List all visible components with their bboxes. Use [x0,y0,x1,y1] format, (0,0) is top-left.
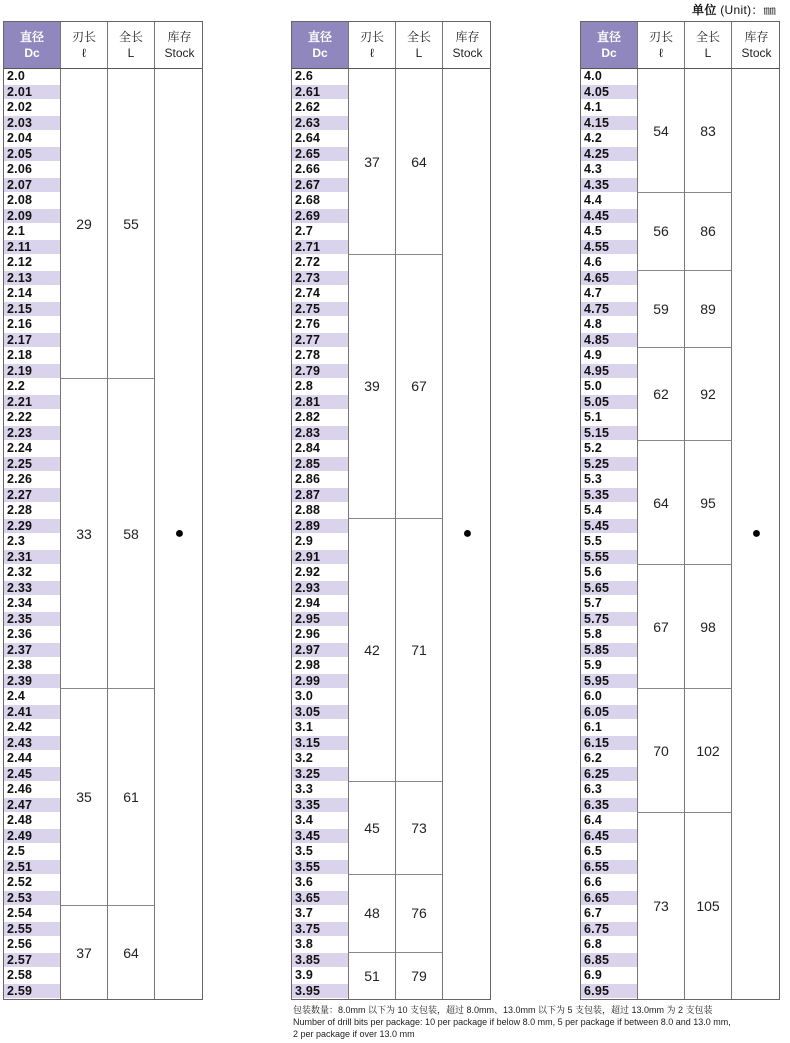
diameter-cell: 4.65 [581,271,638,287]
header-flute-length-cn: 刃长 [648,30,673,44]
header-diameter-en: Dc [312,46,328,60]
diameter-cell: 4.45 [581,209,638,225]
diameter-cell: 2.61 [292,85,349,101]
header-flute-length-en: ℓ [370,46,374,60]
header-diameter [581,22,638,68]
header-stock-cn: 库存 [744,30,769,44]
diameter-cell: 5.4 [581,503,638,519]
diameter-cell: 2.89 [292,519,349,535]
overall-length-cell: 64 [396,69,442,255]
diameter-cell: 2.76 [292,317,349,333]
header-overall-length [108,22,155,68]
flute-length-cell: 64 [638,441,684,565]
diameter-cell: 6.65 [581,891,638,907]
diameter-cell: 3.1 [292,720,349,736]
diameter-cell: 4.6 [581,255,638,271]
diameter-cell: 4.1 [581,100,638,116]
stock-mark-icon: ● [751,525,762,542]
diameter-cell: 2.87 [292,488,349,504]
diameter-cell: 3.7 [292,906,349,922]
diameter-cell: 2.83 [292,426,349,442]
diameter-cell: 5.75 [581,612,638,628]
header-diameter-en: Dc [601,46,617,60]
overall-length-cell: 89 [685,271,731,349]
diameter-cell: 6.6 [581,875,638,891]
stock-mark-icon: ● [462,525,473,542]
header-overall-length-cn: 全长 [118,30,143,44]
diameter-cell: 2.43 [4,736,61,752]
flute-length-cell: 59 [638,271,684,349]
diameter-cell: 2.71 [292,240,349,256]
diameter-cell: 5.35 [581,488,638,504]
diameter-cell: 2.03 [4,116,61,132]
flute-length-cell: 48 [349,875,395,953]
diameter-cell: 6.75 [581,922,638,938]
diameter-cell: 3.8 [292,937,349,953]
diameter-cell: 2.31 [4,550,61,566]
diameter-cell: 3.2 [292,751,349,767]
diameter-cell: 2.26 [4,472,61,488]
diameter-cell: 4.35 [581,178,638,194]
flute-length-cell: 37 [349,69,395,255]
diameter-cell: 2.36 [4,627,61,643]
diameter-cell: 3.3 [292,782,349,798]
diameter-cell: 2.2 [4,379,61,395]
diameter-cell: 2.55 [4,922,61,938]
overall-length-cell: 98 [685,565,731,689]
header-overall-length [685,22,732,68]
diameter-cell: 3.95 [292,984,349,1000]
diameter-cell: 6.5 [581,844,638,860]
flute-length-cell: 39 [349,255,395,519]
header-stock-en: Stock [164,46,195,60]
diameter-cell: 5.8 [581,627,638,643]
flute-length-cell: 54 [638,69,684,193]
diameter-cell: 4.85 [581,333,638,349]
diameter-cell: 2.27 [4,488,61,504]
diameter-cell: 2.14 [4,286,61,302]
diameter-cell: 2.68 [292,193,349,209]
header-overall-length-en: L [415,46,423,60]
diameter-cell: 6.45 [581,829,638,845]
diameter-cell: 2.21 [4,395,61,411]
header-flute-length-en: ℓ [659,46,663,60]
diameter-cell: 2.74 [292,286,349,302]
diameter-cell: 2.91 [292,550,349,566]
diameter-cell: 2.25 [4,457,61,473]
diameter-cell: 2.9 [292,534,349,550]
diameter-cell: 2.16 [4,317,61,333]
diameter-cell: 2.85 [292,457,349,473]
diameter-cell: 2.01 [4,85,61,101]
package-note-cn: 包装数量：8.0mm 以下为 10 支包装，超过 8.0mm、13.0mm 以下为 5 支包装，超过 13.0mm 为 2 支包装 [293,1005,713,1015]
header-flute-length [638,22,685,68]
diameter-cell: 2.09 [4,209,61,225]
diameter-cell: 2.05 [4,147,61,163]
header-diameter-cn: 直径 [596,30,621,44]
diameter-cell: 2.06 [4,162,61,178]
diameter-cell: 5.05 [581,395,638,411]
diameter-cell: 6.4 [581,813,638,829]
diameter-cell: 4.8 [581,317,638,333]
diameter-cell: 6.95 [581,984,638,1000]
diameter-cell: 2.64 [292,131,349,147]
package-note [293,1004,788,1040]
flute-length-cell: 73 [653,898,669,914]
diameter-cell: 2.28 [4,503,61,519]
diameter-cell: 2.95 [292,612,349,628]
diameter-cell: 2.77 [292,333,349,349]
diameter-cell: 2.66 [292,162,349,178]
diameter-cell: 2.5 [4,844,61,860]
diameter-cell: 2.96 [292,627,349,643]
header-flute-length [349,22,396,68]
diameter-cell: 2.38 [4,658,61,674]
stock-mark-icon: ● [174,525,185,542]
diameter-cell: 4.75 [581,302,638,318]
header-stock-cn: 库存 [455,30,480,44]
overall-length-cell: 92 [685,348,731,441]
header-flute-length-cn: 刃长 [359,30,384,44]
spec-table-2 [291,21,491,1000]
diameter-cell: 2.02 [4,100,61,116]
diameter-cell: 2.67 [292,178,349,194]
diameter-cell: 2.69 [292,209,349,225]
diameter-cell: 2.84 [292,441,349,457]
diameter-cell: 2.51 [4,860,61,876]
overall-length-cell: 58 [108,379,154,689]
diameter-cell: 3.85 [292,953,349,969]
diameter-cell: 2.97 [292,643,349,659]
diameter-cell: 2.39 [4,674,61,690]
unit-label-cn: 单位 [692,3,717,17]
diameter-cell: 5.5 [581,534,638,550]
diameter-cell: 2.17 [4,333,61,349]
diameter-cell: 2.15 [4,302,61,318]
diameter-cell: 6.25 [581,767,638,783]
diameter-cell: 2.1 [4,224,61,240]
flute-length-cell: 56 [638,193,684,271]
diameter-cell: 3.65 [292,891,349,907]
diameter-cell: 5.6 [581,565,638,581]
diameter-cell: 3.55 [292,860,349,876]
header-diameter [4,22,61,68]
flute-length-cell: 67 [638,565,684,689]
header-flute-length-cn: 刃长 [71,30,96,44]
overall-length-cell: 73 [396,782,442,875]
header-flute-length-en: ℓ [82,46,86,60]
diameter-cell: 6.8 [581,937,638,953]
header-stock [155,22,204,68]
header-flute-length [61,22,108,68]
diameter-cell: 5.15 [581,426,638,442]
diameter-cell: 2.12 [4,255,61,271]
diameter-cell: 5.7 [581,596,638,612]
diameter-cell: 2.37 [4,643,61,659]
package-note-en-1: Number of drill bits per package: 10 per package if below 8.0 mm, 5 per package if between 8.0 and 13.0 mm, [293,1017,731,1027]
diameter-cell: 3.45 [292,829,349,845]
header-stock [443,22,492,68]
diameter-cell: 2.98 [292,658,349,674]
flute-length-cell: 29 [61,69,107,379]
flute-length-cell: 62 [638,348,684,441]
diameter-cell: 2.29 [4,519,61,535]
unit-label [692,1,776,18]
overall-length-cell: 64 [123,944,139,961]
diameter-cell: 2.94 [292,596,349,612]
diameter-cell: 3.4 [292,813,349,829]
unit-label-en: (Unit)：㎜ [720,3,776,17]
diameter-cell: 2.86 [292,472,349,488]
diameter-cell: 5.0 [581,379,638,395]
diameter-cell: 6.3 [581,782,638,798]
diameter-cell: 3.05 [292,705,349,721]
diameter-cell: 2.19 [4,364,61,380]
diameter-cell: 6.7 [581,906,638,922]
diameter-cell: 5.55 [581,550,638,566]
diameter-cell: 2.54 [4,906,61,922]
header-diameter [292,22,349,68]
diameter-cell: 2.13 [4,271,61,287]
overall-length-cell: 61 [108,689,154,906]
diameter-cell: 2.65 [292,147,349,163]
diameter-cell: 2.42 [4,720,61,736]
diameter-cell: 3.0 [292,689,349,705]
overall-length-cell: 86 [685,193,731,271]
overall-length-cell: 79 [411,967,427,984]
overall-length-cell: 95 [685,441,731,565]
flute-length-cell: 35 [61,689,107,906]
diameter-cell: 2.78 [292,348,349,364]
diameter-cell: 2.18 [4,348,61,364]
diameter-cell: 2.23 [4,426,61,442]
diameter-cell: 2.82 [292,410,349,426]
diameter-cell: 2.47 [4,798,61,814]
diameter-cell: 2.75 [292,302,349,318]
header-overall-length-en: L [704,46,712,60]
diameter-cell: 2.81 [292,395,349,411]
diameter-cell: 5.1 [581,410,638,426]
diameter-cell: 2.07 [4,178,61,194]
header-diameter-en: Dc [24,46,40,60]
diameter-cell: 2.7 [292,224,349,240]
header-overall-length [396,22,443,68]
diameter-cell: 4.95 [581,364,638,380]
header-overall-length-cn: 全长 [695,30,720,44]
overall-length-cell: 102 [685,689,731,813]
overall-length-cell: 67 [396,255,442,519]
diameter-cell: 3.25 [292,767,349,783]
diameter-cell: 6.05 [581,705,638,721]
diameter-cell: 4.25 [581,147,638,163]
header-stock-cn: 库存 [167,30,192,44]
diameter-cell: 6.15 [581,736,638,752]
diameter-cell: 2.59 [4,984,61,1000]
diameter-cell: 2.88 [292,503,349,519]
header-stock [732,22,781,68]
diameter-cell: 2.33 [4,581,61,597]
diameter-cell: 2.58 [4,968,61,984]
package-note-en-2: 2 per package if over 13.0 mm [293,1029,415,1039]
diameter-cell: 6.55 [581,860,638,876]
header-diameter-cn: 直径 [307,30,332,44]
diameter-cell: 6.9 [581,968,638,984]
diameter-cell: 2.44 [4,751,61,767]
diameter-cell: 3.5 [292,844,349,860]
diameter-cell: 4.4 [581,193,638,209]
diameter-cell: 2.3 [4,534,61,550]
diameter-cell: 5.3 [581,472,638,488]
diameter-cell: 3.35 [292,798,349,814]
diameter-cell: 5.9 [581,658,638,674]
diameter-cell: 6.0 [581,689,638,705]
header-stock-en: Stock [741,46,772,60]
diameter-cell: 5.95 [581,674,638,690]
diameter-cell: 3.9 [292,968,349,984]
diameter-cell: 4.15 [581,116,638,132]
diameter-cell: 2.92 [292,565,349,581]
diameter-cell: 3.15 [292,736,349,752]
diameter-cell: 3.6 [292,875,349,891]
diameter-cell: 4.5 [581,224,638,240]
diameter-cell: 2.22 [4,410,61,426]
diameter-cell: 2.11 [4,240,61,256]
diameter-cell: 2.35 [4,612,61,628]
diameter-cell: 2.93 [292,581,349,597]
diameter-cell: 2.24 [4,441,61,457]
diameter-cell: 4.0 [581,69,638,85]
diameter-cell: 4.9 [581,348,638,364]
flute-length-cell: 42 [349,519,395,783]
diameter-cell: 2.72 [292,255,349,271]
spec-table-3 [580,21,780,1000]
diameter-cell: 6.2 [581,751,638,767]
diameter-cell: 2.32 [4,565,61,581]
diameter-cell: 2.45 [4,767,61,783]
diameter-cell: 2.62 [292,100,349,116]
diameter-cell: 2.79 [292,364,349,380]
diameter-cell: 4.2 [581,131,638,147]
overall-length-cell: 105 [696,898,720,914]
overall-length-cell: 76 [396,875,442,953]
flute-length-cell: 51 [364,967,380,984]
header-overall-length-cn: 全长 [406,30,431,44]
diameter-cell: 2.73 [292,271,349,287]
diameter-cell: 6.35 [581,798,638,814]
diameter-cell: 2.6 [292,69,349,85]
header-diameter-cn: 直径 [19,30,44,44]
diameter-cell: 2.46 [4,782,61,798]
diameter-cell: 5.2 [581,441,638,457]
diameter-cell: 2.99 [292,674,349,690]
diameter-cell: 2.41 [4,705,61,721]
flute-length-cell: 45 [349,782,395,875]
diameter-cell: 2.48 [4,813,61,829]
diameter-cell: 2.0 [4,69,61,85]
header-stock-en: Stock [452,46,483,60]
overall-length-cell: 55 [108,69,154,379]
diameter-cell: 2.57 [4,953,61,969]
overall-length-cell: 83 [685,69,731,193]
diameter-cell: 2.34 [4,596,61,612]
diameter-cell: 5.45 [581,519,638,535]
diameter-cell: 6.1 [581,720,638,736]
diameter-cell: 2.63 [292,116,349,132]
diameter-cell: 5.65 [581,581,638,597]
diameter-cell: 4.7 [581,286,638,302]
diameter-cell: 2.53 [4,891,61,907]
diameter-cell: 2.04 [4,131,61,147]
flute-length-cell: 33 [61,379,107,689]
flute-length-cell: 70 [638,689,684,813]
diameter-cell: 4.05 [581,85,638,101]
flute-length-cell: 37 [76,944,92,961]
spec-table-1 [3,21,203,1000]
diameter-cell: 5.85 [581,643,638,659]
diameter-cell: 2.08 [4,193,61,209]
diameter-cell: 2.56 [4,937,61,953]
diameter-cell: 6.85 [581,953,638,969]
diameter-cell: 4.3 [581,162,638,178]
diameter-cell: 4.55 [581,240,638,256]
diameter-cell: 2.49 [4,829,61,845]
diameter-cell: 2.4 [4,689,61,705]
overall-length-cell: 71 [396,519,442,783]
diameter-cell: 5.25 [581,457,638,473]
diameter-cell: 2.52 [4,875,61,891]
diameter-cell: 3.75 [292,922,349,938]
header-overall-length-en: L [127,46,135,60]
diameter-cell: 2.8 [292,379,349,395]
